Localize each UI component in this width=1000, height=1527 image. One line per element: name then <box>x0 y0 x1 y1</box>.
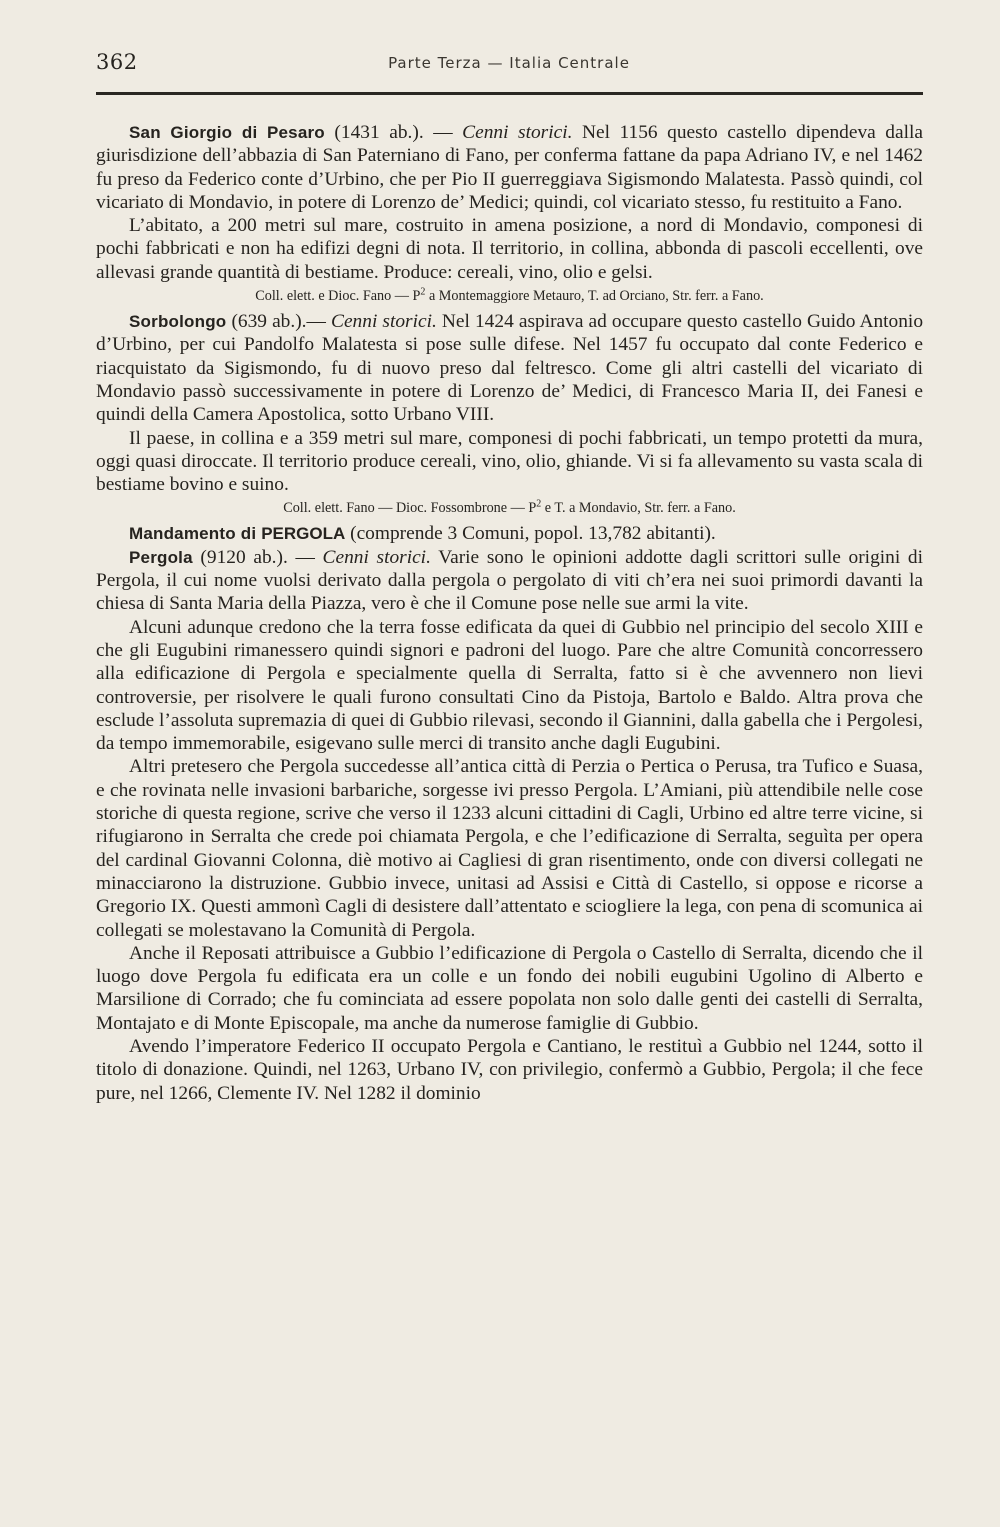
entry-pergola-p2: Alcuni adunque credono che la terra fosse edificata da quei di Gubbio nel principio del secolo XIII e che gli Eugubini rimanessero quindi signori e padroni del luogo. Pare che altre Comunità concorressero alla edificazione di Pergola e specialmente quella di Serralta, fatto si è che avvennero non lievi controversie, per risolvere le quali furono consultati Cino da Pistoja, Bartolo e Baldo. Altra prova che esclude l’assoluta supremazia di quei di Gubbio rilevasi, secondo il Giannini, dalla gabella che i Pergolesi, da tempo immemorabile, esigevano sulle merci di transito anche dagli Eugubini. <box>96 616 923 755</box>
entry-name-san-giorgio: San Giorgio di Pesaro <box>129 123 325 142</box>
note-text: Coll. elett. e Dioc. Fano — P <box>255 288 421 305</box>
electoral-note-sorbolongo <box>96 500 923 516</box>
mandamento-info: (comprende 3 Comuni, popol. 13,782 abitanti). <box>345 523 716 545</box>
population: (639 ab.).— <box>226 311 332 333</box>
section-label: Cenni storici. <box>322 546 431 568</box>
entry-pergola-p3: Altri pretesero che Pergola succedesse all’antica città di Perzia o Pertica o Perusa, tra Tufico e Suasa, e che rovinata nelle invasioni barbariche, sorgesse ivi presso Pergola. L’Amiani, più attendibile nelle cose storiche di questa regione, scrive che verso il 1233 alcuni cittadini di Cagli, Urbino ed altre terre vicine, si rifugiarono in Serralta che crede poi chiamata Pergola, e che l’edificazione di Serralta, seguìta per opera del cardinal Giovanni Colonna, diè motivo ai Cagliesi di gran risentimento, onde con diversi collegati ne minacciarono la distruzione. Gubbio invece, unitasi ad Assisi e Città di Castello, si oppose e ricorse a Gregorio IX. Questi ammonì Cagli di desistere dall’attentato e sciogliere la lega, con pena di scomunica ai collegati se molestavano la Comunità di Pergola. <box>96 756 923 941</box>
paragraph-text: Nel 1424 aspirava ad occupare questo castello Guido Antonio d’Urbino, per cui Pandolfo Malatesta si pose sulle difese. Nel 1457 fu occupato dal conte Federico e riacquistato da Sigismondo, fu di nuovo preso dal feltresco. Come gli altri castelli del vicariato di Mondavio passò successivamente in potere di Lorenzo de’ Medici, di Francesco Maria II, dei Fanesi e quindi della Camera Apostolica, sotto Urbano VIII. <box>96 311 924 426</box>
entry-pergola-p5: Avendo l’imperatore Federico II occupato Pergola e Cantiano, le restituì a Gubbio nel 1244, sotto il titolo di donazione. Quindi, nel 1263, Urbano IV, con privilegio, confermò a Gubbio, Pergola; il che fece pure, nel 1266, Clemente IV. Nel 1282 il dominio <box>96 1035 923 1104</box>
running-title: Parte Terza — Italia Centrale <box>388 54 630 72</box>
note-superscript: 2 <box>536 498 542 510</box>
entry-name-sorbolongo: Sorbolongo <box>129 312 227 332</box>
body-text <box>96 121 923 1105</box>
entry-name-pergola: Pergola <box>129 547 193 567</box>
note-text: Coll. elett. Fano — Dioc. Fossombrone — P <box>283 500 537 517</box>
mandamento-name: PERGOLA <box>261 524 346 544</box>
paragraph-text: Varie sono le opinioni addotte dagli scrittori sulle origini di Pergola, il cui nome vuolsi derivato dalla pergola o pergolato di viti ch’era nei suoi primordi davanti la chiesa di Santa Maria della Piazza, vero è che il Comune pose nelle sue armi la vite. <box>96 546 923 615</box>
electoral-note-san-giorgio <box>96 288 923 304</box>
header-rule <box>96 92 923 95</box>
population: (9120 ab.). — <box>192 546 323 568</box>
note-text: e T. a Mondavio, Str. ferr. a Fano. <box>541 500 736 517</box>
paragraph-text: Nel 1156 questo castello dipendeva dalla giurisdizione dell’abbazia di San Paterniano di Fano, per conferma fattane da papa Adriano IV, e nel 1462 fu preso da Federico conte d’Urbino, che per Pio II guerreggiava Sigismondo Malatesta. Passò quindi, col vicariato di Mondavio, in potere di Lorenzo de’ Medici; quindi, col vicariato stesso, fu restituito a Fano. <box>96 122 923 213</box>
entry-sorbolongo-p1 <box>96 310 923 426</box>
entry-pergola-p4: Anche il Reposati attribuisce a Gubbio l’edificazione di Pergola o Castello di Serralta, dicendo che il luogo dove Pergola fu edificata era un colle e un fondo dei nobili eugubini Ugolino di Alberto e Marsilione di Corrado; che fu cominciata ad essere popolata non solo dalle genti dei castelli di Serralta, Montajato e di Monte Episcopale, ma anche da numerose famiglie di Gubbio. <box>96 942 923 1034</box>
section-label: Cenni storici. <box>462 122 573 143</box>
entry-pergola-p1 <box>96 546 923 616</box>
page-number: 362 <box>96 50 138 74</box>
note-superscript: 2 <box>420 286 426 298</box>
population: (1431 ab.). — <box>324 122 463 143</box>
mandamento-heading <box>96 522 923 545</box>
mandamento-prefix: Mandamento di <box>129 524 262 544</box>
section-label: Cenni storici. <box>331 311 437 333</box>
entry-sorbolongo-p2: Il paese, in collina e a 359 metri sul mare, componesi di pochi fabbricati, un tempo protetti da mura, oggi quasi diroccate. Il territorio produce cereali, vino, olio, ghiande. Vi si fa allevamento su vasta scala di bestiame bovino e suino. <box>96 427 923 496</box>
entry-san-giorgio-p1 <box>96 121 923 214</box>
note-text: a Montemaggiore Metauro, T. ad Orciano, Str. ferr. a Fano. <box>425 288 764 305</box>
page-header <box>96 50 922 84</box>
entry-san-giorgio-p2: L’abitato, a 200 metri sul mare, costruito in amena posizione, a nord di Mondavio, componesi di pochi fabbricati e non ha edifizi degni di nota. Il territorio, in collina, abbonda di pascoli eccellenti, ove allevasi grande quantità di bestiame. Produce: cereali, vino, olio e gelsi. <box>96 215 923 283</box>
